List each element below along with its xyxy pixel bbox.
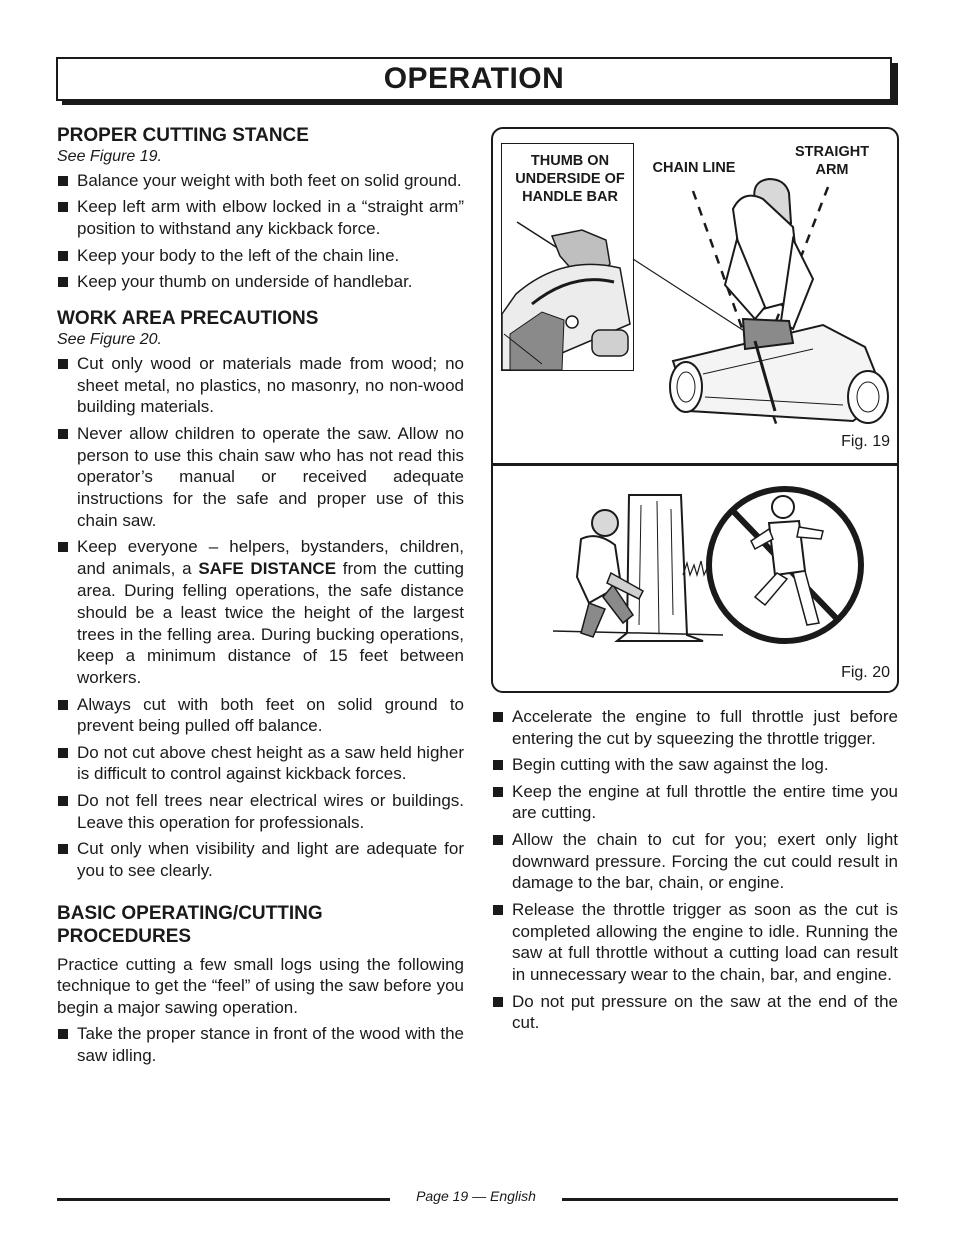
footer-rule-left xyxy=(57,1198,390,1201)
callout-chain-line: CHAIN LINE xyxy=(652,160,736,176)
fig-20-label: Fig. 20 xyxy=(841,664,890,681)
stance-item: Balance your weight with both feet on solid ground. xyxy=(57,170,464,192)
procedures-intro: Practice cutting a few small logs using the following technique to get the “feel” of using the saw before you begin a major sawing operation. xyxy=(57,954,464,1018)
callout-thumb-line3: HANDLE BAR xyxy=(522,189,618,205)
heading-basic-operating-line2: PROCEDURES xyxy=(57,925,192,947)
stance-list xyxy=(57,170,464,293)
safe-distance-bold: SAFE DISTANCE xyxy=(198,559,337,579)
callout-thumb-line1: THUMB ON xyxy=(530,153,610,169)
callout-straight-arm-line1: STRAIGHT xyxy=(794,144,870,160)
procedure-item: Release the throttle trigger as soon as the cut is completed allowing the engine to idle. Running the saw at full throttle without a cutting load can result in unnecessary wear to the chain, bar, and engine. xyxy=(492,899,898,986)
procedure-item: Allow the chain to cut for you; exert only light downward pressure. Forcing the cut could result in damage to the bar, chain, or engine. xyxy=(492,829,898,894)
page-title: OPERATION xyxy=(56,57,892,101)
procedure-item: Begin cutting with the saw against the log. xyxy=(492,754,898,776)
safe-distance-after: from the cutting area. During felling operations, the safe distance should be a least twice the height of the largest trees in the felling area. During bucking operations, keep a minimum distance of 15 feet between workers. xyxy=(77,559,464,688)
work-area-item-safe-distance xyxy=(57,536,464,689)
safe-distance-before: Keep everyone – helpers, bystanders, children, and animals, a xyxy=(77,537,464,579)
fig-19-label: Fig. 19 xyxy=(841,433,890,450)
stance-item: Keep your thumb on underside of handlebar. xyxy=(57,271,464,293)
right-column xyxy=(492,706,898,1039)
work-area-list xyxy=(57,353,464,882)
procedure-item: Accelerate the engine to full throttle just before entering the cut by squeezing the throttle trigger. xyxy=(492,706,898,750)
work-area-item: Always cut with both feet on solid ground to prevent being pulled off balance. xyxy=(57,694,464,738)
procedure-item: Do not put pressure on the saw at the end of the cut. xyxy=(492,991,898,1035)
heading-work-area-precautions: WORK AREA PRECAUTIONS xyxy=(57,307,319,329)
work-area-item: Cut only when visibility and light are adequate for you to see clearly. xyxy=(57,838,464,882)
procedures-list-left xyxy=(57,1023,464,1067)
callout-thumb-line2: UNDERSIDE OF xyxy=(515,171,625,187)
cutting-stance-illustration xyxy=(493,129,897,463)
work-area-item: Never allow children to operate the saw. Allow no person to use this chain saw who has not read this operator’s manual or received adequate instructions for the safe and proper use of this chain saw. xyxy=(57,423,464,532)
stance-item: Keep your body to the left of the chain line. xyxy=(57,245,464,267)
heading-basic-operating-line1: BASIC OPERATING/CUTTING xyxy=(57,902,323,924)
footer-rule-right xyxy=(562,1198,898,1201)
see-figure-20: See Figure 20. xyxy=(57,330,162,348)
work-area-item: Do not fell trees near electrical wires or buildings. Leave this operation for professionals. xyxy=(57,790,464,834)
heading-proper-cutting-stance: PROPER CUTTING STANCE xyxy=(57,125,309,146)
procedure-item: Take the proper stance in front of the wood with the saw idling. xyxy=(57,1023,464,1067)
procedures-list-right xyxy=(492,706,898,1034)
work-area-item: Cut only wood or materials made from wood; no sheet metal, no plastics, no masonry, no non-wood building materials. xyxy=(57,353,464,418)
callout-straight-arm-line2: ARM xyxy=(815,162,849,178)
stance-item: Keep left arm with elbow locked in a “straight arm” position to withstand any kickback force. xyxy=(57,196,464,240)
procedure-item: Keep the engine at full throttle the entire time you are cutting. xyxy=(492,781,898,825)
figure-panel xyxy=(491,127,899,693)
see-figure-19: See Figure 19. xyxy=(57,148,162,165)
page-footer: Page 19 — English xyxy=(416,1188,536,1204)
work-area-illustration xyxy=(493,465,897,691)
left-column xyxy=(57,124,464,1071)
work-area-item: Do not cut above chest height as a saw held higher is difficult to control against kickback forces. xyxy=(57,742,464,786)
